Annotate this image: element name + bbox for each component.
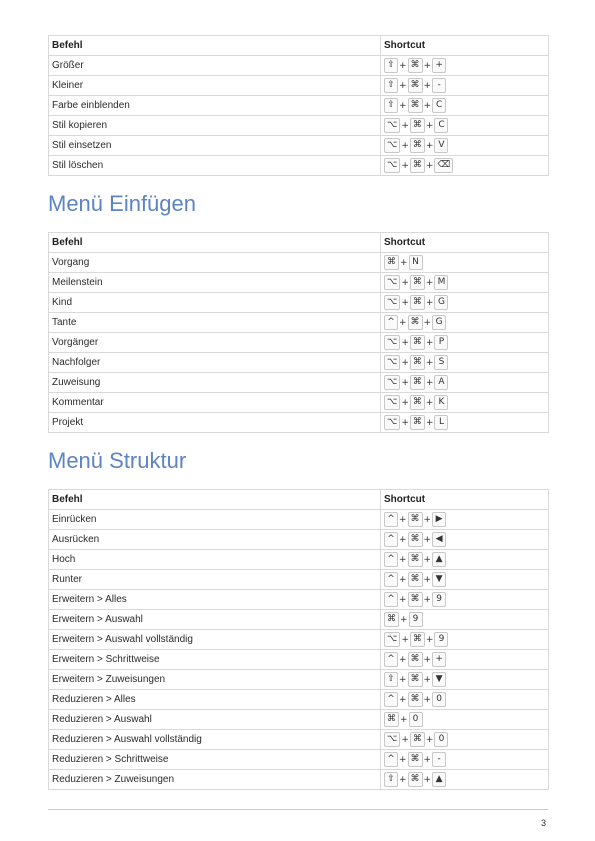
key-combination [384,98,446,113]
keycap: - [432,78,446,93]
keycap: ⌘ [408,315,423,330]
key-plus-separator: + [423,694,432,705]
command-name: Vorgänger [49,333,381,353]
key-combination [384,532,446,547]
command-name: Reduzieren > Auswahl [49,710,381,730]
column-header-shortcut: Shortcut [381,36,549,56]
shortcut-cell [381,96,549,116]
keycap: ⌘ [408,552,423,567]
command-name: Kommentar [49,393,381,413]
footer-divider [48,809,548,810]
key-plus-separator: + [425,277,434,288]
table-row [49,770,549,790]
table-header-row [49,36,549,56]
table-row [49,750,549,770]
table-row [49,630,549,650]
shortcut-cell [381,413,549,433]
key-plus-separator: + [423,594,432,605]
key-combination [384,672,446,687]
key-plus-separator: + [400,257,408,268]
key-combination [384,512,446,527]
keycap: ⌘ [408,652,423,667]
command-name: Projekt [49,413,381,433]
shortcut-cell [381,630,549,650]
keycap: ⌥ [384,732,400,747]
shortcut-cell [381,273,549,293]
key-plus-separator: + [423,774,432,785]
keycap: ⌥ [384,158,400,173]
key-combination [384,552,446,567]
keycap: + [432,58,446,73]
command-name: Erweitern > Schrittweise [49,650,381,670]
key-plus-separator: + [399,674,407,685]
keycap: ⌘ [408,532,423,547]
keycap: ⌘ [384,255,399,270]
keycap: ▶ [432,512,446,527]
keycap: ⌘ [410,118,425,133]
key-plus-separator: + [423,317,432,328]
command-name: Nachfolger [49,353,381,373]
command-name: Farbe einblenden [49,96,381,116]
keycap: ⌥ [384,118,400,133]
shortcut-cell [381,56,549,76]
table-header-row [49,490,549,510]
keycap: V [434,138,448,153]
keycap: ⌘ [410,158,425,173]
key-plus-separator: + [401,417,409,428]
shortcut-cell [381,393,549,413]
table-row [49,373,549,393]
key-combination [384,58,446,73]
key-plus-separator: + [399,80,407,91]
key-combination [384,335,448,350]
shortcut-cell [381,530,549,550]
command-name: Erweitern > Alles [49,590,381,610]
key-plus-separator: + [399,100,407,111]
key-plus-separator: + [401,140,409,151]
keycap: ⌘ [410,415,425,430]
keycap: ⌥ [384,138,400,153]
key-plus-separator: + [399,694,407,705]
shortcut-cell [381,670,549,690]
column-header-befehl: Befehl [49,233,381,253]
keycap: ⌘ [410,355,425,370]
key-plus-separator: + [425,397,434,408]
key-plus-separator: + [401,734,409,745]
table-row [49,393,549,413]
shortcut-cell [381,293,549,313]
shortcut-cell [381,313,549,333]
key-plus-separator: + [401,277,409,288]
shortcut-cell [381,750,549,770]
table-row [49,690,549,710]
key-plus-separator: + [425,120,434,131]
key-plus-separator: + [425,140,434,151]
command-name: Kind [49,293,381,313]
keycap: ◀ [432,532,446,547]
shortcut-cell [381,116,549,136]
key-combination [384,592,446,607]
keycap: ^ [384,652,398,667]
shortcut-cell [381,76,549,96]
keycap: ⌘ [410,335,425,350]
key-plus-separator: + [401,357,409,368]
shortcut-cell [381,253,549,273]
table-row [49,610,549,630]
key-combination [384,158,453,173]
key-plus-separator: + [400,714,408,725]
key-plus-separator: + [425,634,434,645]
keycap: ⇧ [384,78,398,93]
shortcut-table-struktur [48,489,549,790]
key-combination [384,612,423,627]
command-name: Einrücken [49,510,381,530]
table-row [49,570,549,590]
keycap: ⇧ [384,772,398,787]
table-row [49,530,549,550]
page-number: 3 [540,818,546,828]
command-name: Stil einsetzen [49,136,381,156]
table-row [49,550,549,570]
keycap: ▼ [432,672,446,687]
keycap: 0 [432,692,446,707]
table-row [49,116,549,136]
page-content [48,35,548,790]
keycap: ⇧ [384,58,398,73]
key-plus-separator: + [399,534,407,545]
key-plus-separator: + [401,397,409,408]
column-header-shortcut: Shortcut [381,490,549,510]
key-plus-separator: + [423,554,432,565]
shortcut-cell [381,590,549,610]
key-plus-separator: + [401,377,409,388]
shortcut-cell [381,710,549,730]
command-name: Ausrücken [49,530,381,550]
keycap: C [434,118,448,133]
keycap: N [409,255,423,270]
keycap: ⌘ [408,58,423,73]
keycap: ^ [384,532,398,547]
shortcut-cell [381,730,549,750]
keycap: ⌘ [408,752,423,767]
command-name: Erweitern > Auswahl [49,610,381,630]
table-row [49,353,549,373]
keycap: ⌘ [410,138,425,153]
keycap: ⌘ [408,512,423,527]
keycap: ⌘ [408,692,423,707]
key-combination [384,632,448,647]
keycap: A [434,375,448,390]
keycap: ⌥ [384,355,400,370]
key-plus-separator: + [425,357,434,368]
keycap: ^ [384,572,398,587]
key-plus-separator: + [400,614,408,625]
keycap: K [434,395,448,410]
keycap: S [434,355,448,370]
command-name: Runter [49,570,381,590]
key-plus-separator: + [399,754,407,765]
command-name: Größer [49,56,381,76]
keycap: ⌘ [410,395,425,410]
table-row [49,413,549,433]
key-plus-separator: + [401,337,409,348]
shortcut-cell [381,353,549,373]
key-combination [384,118,448,133]
keycap: ⌘ [408,772,423,787]
keycap: ⌥ [384,375,400,390]
key-combination [384,752,446,767]
key-plus-separator: + [399,574,407,585]
key-plus-separator: + [423,754,432,765]
keycap: ^ [384,752,398,767]
shortcut-cell [381,550,549,570]
keycap: ⌘ [384,612,399,627]
keycap: ^ [384,552,398,567]
shortcut-cell [381,650,549,670]
table-row [49,96,549,116]
key-combination [384,652,446,667]
keycap: ▲ [432,772,446,787]
keycap: ⌘ [408,592,423,607]
key-plus-separator: + [425,160,434,171]
shortcut-cell [381,770,549,790]
command-name: Hoch [49,550,381,570]
key-plus-separator: + [425,377,434,388]
keycap: ⌘ [408,98,423,113]
key-combination [384,572,446,587]
shortcut-table-format [48,35,549,176]
command-name: Kleiner [49,76,381,96]
key-plus-separator: + [399,514,407,525]
keycap: ⌥ [384,415,400,430]
key-plus-separator: + [399,774,407,785]
keycap: ⌘ [408,672,423,687]
keycap: 9 [432,592,446,607]
keycap: ⌘ [410,275,425,290]
keycap: L [434,415,448,430]
command-name: Tante [49,313,381,333]
key-combination [384,712,423,727]
keycap: M [434,275,448,290]
shortcut-cell [381,136,549,156]
command-name: Reduzieren > Auswahl vollständig [49,730,381,750]
keycap: ⇧ [384,672,398,687]
command-name: Stil kopieren [49,116,381,136]
column-header-befehl: Befehl [49,490,381,510]
key-plus-separator: + [399,60,407,71]
column-header-befehl: Befehl [49,36,381,56]
key-plus-separator: + [425,417,434,428]
keycap: P [434,335,448,350]
table-row [49,710,549,730]
keycap: ^ [384,315,398,330]
key-plus-separator: + [423,654,432,665]
key-plus-separator: + [401,634,409,645]
table-row [49,590,549,610]
command-name: Reduzieren > Schrittweise [49,750,381,770]
keycap: + [432,652,446,667]
keycap: ⌫ [434,158,453,173]
keycap: ⇧ [384,98,398,113]
key-plus-separator: + [425,734,434,745]
keycap: 9 [409,612,423,627]
shortcut-cell [381,690,549,710]
keycap: ⌘ [408,572,423,587]
key-plus-separator: + [423,514,432,525]
keycap: ▲ [432,552,446,567]
keycap: ^ [384,592,398,607]
keycap: ⌘ [410,375,425,390]
key-combination [384,315,446,330]
keycap: ⌘ [410,295,425,310]
keycap: ▼ [432,572,446,587]
keycap: - [432,752,446,767]
table-row [49,253,549,273]
key-plus-separator: + [423,100,432,111]
command-name: Reduzieren > Zuweisungen [49,770,381,790]
key-plus-separator: + [423,80,432,91]
key-combination [384,138,448,153]
key-plus-separator: + [399,594,407,605]
keycap: G [434,295,448,310]
key-plus-separator: + [423,674,432,685]
shortcut-cell [381,156,549,176]
table-row [49,670,549,690]
key-combination [384,772,446,787]
command-name: Zuweisung [49,373,381,393]
keycap: 0 [434,732,448,747]
key-plus-separator: + [425,337,434,348]
key-plus-separator: + [399,317,407,328]
keycap: 0 [409,712,423,727]
key-combination [384,355,448,370]
key-combination [384,395,448,410]
key-plus-separator: + [401,297,409,308]
shortcut-cell [381,373,549,393]
column-header-shortcut: Shortcut [381,233,549,253]
table-row [49,136,549,156]
key-combination [384,415,448,430]
table-row [49,510,549,530]
key-plus-separator: + [423,574,432,585]
keycap: ^ [384,512,398,527]
table-header-row [49,233,549,253]
key-combination [384,692,446,707]
key-plus-separator: + [399,554,407,565]
table-row [49,76,549,96]
table-row [49,273,549,293]
command-name: Meilenstein [49,273,381,293]
keycap: ^ [384,692,398,707]
keycap: ⌥ [384,275,400,290]
key-plus-separator: + [401,120,409,131]
keycap: ⌥ [384,335,400,350]
key-combination [384,78,446,93]
shortcut-cell [381,510,549,530]
keycap: ⌥ [384,395,400,410]
key-plus-separator: + [423,60,432,71]
shortcut-table-einfuegen [48,232,549,433]
table-row [49,333,549,353]
table-row [49,650,549,670]
keycap: ⌘ [410,632,425,647]
key-combination [384,375,448,390]
table-row [49,293,549,313]
keycap: G [432,315,446,330]
command-name: Stil löschen [49,156,381,176]
key-combination [384,255,423,270]
keycap: ⌥ [384,632,400,647]
table-row [49,156,549,176]
table-row [49,313,549,333]
section-title-menu-struktur: Menü Struktur [48,448,187,473]
shortcut-cell [381,610,549,630]
keycap: ⌥ [384,295,400,310]
command-name: Vorgang [49,253,381,273]
key-plus-separator: + [401,160,409,171]
keycap: ⌘ [384,712,399,727]
section-title-menu-einfuegen: Menü Einfügen [48,191,196,216]
key-plus-separator: + [399,654,407,665]
keycap: C [432,98,446,113]
shortcut-cell [381,570,549,590]
command-name: Erweitern > Auswahl vollständig [49,630,381,650]
keycap: ⌘ [408,78,423,93]
command-name: Erweitern > Zuweisungen [49,670,381,690]
table-row [49,730,549,750]
key-plus-separator: + [423,534,432,545]
keycap: 9 [434,632,448,647]
key-combination [384,732,448,747]
command-name: Reduzieren > Alles [49,690,381,710]
table-row [49,56,549,76]
keycap: ⌘ [410,732,425,747]
key-combination [384,295,448,310]
key-plus-separator: + [425,297,434,308]
key-combination [384,275,448,290]
shortcut-cell [381,333,549,353]
